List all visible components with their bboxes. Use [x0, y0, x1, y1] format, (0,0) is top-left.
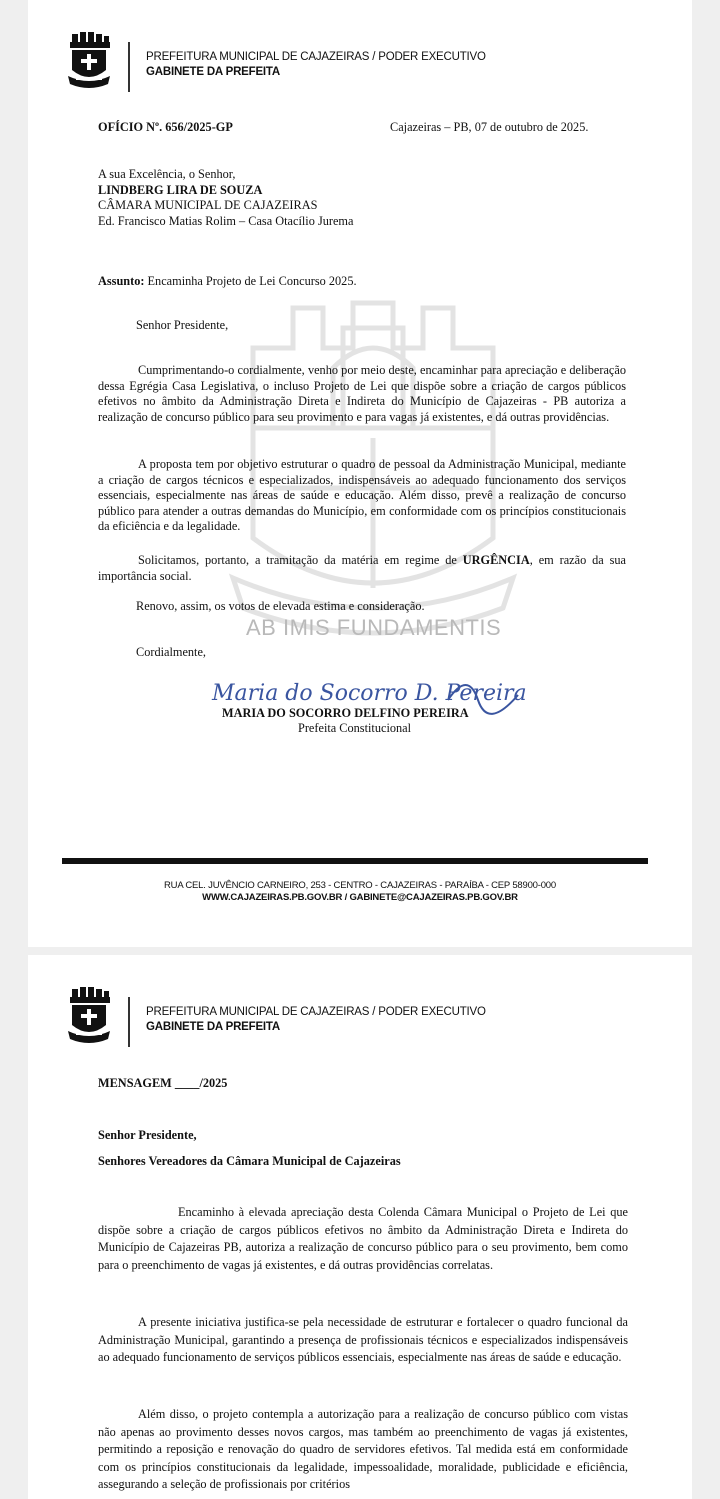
subject-label: Assunto:: [98, 274, 145, 288]
footer-rule: [62, 858, 648, 864]
subject-text: Encaminha Projeto de Lei Concurso 2025.: [147, 274, 357, 288]
recipient-salutation: A sua Excelência, o Senhor,: [98, 167, 236, 181]
watermark-motto: AB IMIS FUNDAMENTIS: [246, 615, 502, 640]
footer-web: WWW.CAJAZEIRAS.PB.GOV.BR / GABINETE@CAJAZEIRAS.PB.GOV.BR: [202, 892, 518, 903]
letterhead-line2: GABINETE DA PREFEITA: [146, 1021, 281, 1033]
document-page-mensagem: [28, 955, 692, 1499]
paragraph-1: Cumprimentando-o cordialmente, venho por meio deste, encaminhar para apreciação e deliberação dessa Egrégia Casa Legislativa, o incluso Projeto de Lei que dispõe sobre a criação de cargos públicos efetivos no âmbito da Administração Direta e Indireta do Município de Cajazeiras - PB autoriza a realização de concurso público para seu provimento e para vagas já existentes, e dá outras providências.: [98, 363, 626, 424]
urgency-text: URGÊNCIA: [462, 553, 530, 567]
document-page-oficio: [28, 0, 692, 947]
recipient-block: [98, 167, 353, 229]
municipal-coat-of-arms-icon: [66, 32, 112, 94]
paragraph-3: Além disso, o projeto contempla a autorização para a realização de concurso público com vistas não apenas ao provimento desses novos cargos, mas também ao preenchimento de vagas já existentes, permitindo a reposição e renovação do quadro de servidores efetivos. Tal medida está em conformidade com os princípios constitucionais da legalidade, impessoalidade, moralidade, publicidade e eficiência, assegurando a seleção de profissionais por critérios: [98, 1407, 628, 1492]
municipal-coat-of-arms-icon: [66, 987, 112, 1049]
signatory-title: Prefeita Constitucional: [298, 721, 412, 735]
place-date: Cajazeiras – PB, 07 de outubro de 2025.: [390, 120, 589, 134]
paragraph-2: A presente iniciativa justifica-se pela necessidade de estruturar e fortalecer o quadro funcional da Administração Municipal, garantindo a presença de profissionais técnicos e especializados indispensáveis ao adequado funcionamento de serviços públicos essenciais, especialmente nas áreas de saúde e educação.: [98, 1315, 628, 1365]
header-divider: [128, 997, 130, 1047]
recipient-institution: CÂMARA MUNICIPAL DE CAJAZEIRAS: [98, 198, 318, 213]
greeting-councilors: Senhores Vereadores da Câmara Municipal de Cajazeiras: [98, 1154, 401, 1168]
paragraph-2: A proposta tem por objetivo estruturar o quadro de pessoal da Administração Municipal, mediante a criação de cargos técnicos e especializados, indispensáveis ao adequado funcionamento dos serviços essenciais, especialmente nas áreas de saúde e educação. Além disso, prevê a realização de concurso público para atender a outras demandas do Município, em conformidade com os princípios constitucionais da eficiência e da legalidade.: [98, 457, 626, 534]
footer-address: RUA CEL. JUVÊNCIO CARNEIRO, 253 - CENTRO - CAJAZEIRAS - PARAÍBA - CEP 58900-000: [164, 880, 556, 891]
letterhead-line1: PREFEITURA MUNICIPAL DE CAJAZEIRAS / PODER EXECUTIVO: [146, 1006, 486, 1018]
letterhead-line2: GABINETE DA PREFEITA: [146, 66, 281, 78]
message-title: MENSAGEM ____/2025: [98, 1076, 228, 1090]
greeting: Senhor Presidente,: [136, 318, 229, 332]
subject-line: [98, 274, 357, 290]
signatory-name: MARIA DO SOCORRO DELFINO PEREIRA: [222, 706, 469, 720]
signature-script: Maria do Socorro D. Pereira: [212, 681, 527, 706]
paragraph-3-end: , em razão da sua importância social.: [98, 553, 626, 583]
recipient-address: Ed. Francisco Matias Rolim – Casa Otacílio Jurema: [98, 213, 354, 228]
paragraph-1: Encaminho à elevada apreciação desta Colenda Câmara Municipal o Projeto de Lei que dispõe sobre a criação de cargos públicos efetivos no âmbito da Administração Direta e Indireta do Município de Cajazeiras PB, autoriza a realização de concurso público para o seu provimento, bem como para o preenchimento de vagas já existentes, e dá outras providências correlatas.: [98, 1205, 628, 1272]
letterhead: [146, 1005, 486, 1035]
paragraph-3-text: Solicitamos, portanto, a tramitação da matéria em regime de: [138, 553, 463, 567]
letterhead-line1: PREFEITURA MUNICIPAL DE CAJAZEIRAS / PODER EXECUTIVO: [146, 51, 486, 63]
renew-text: Renovo, assim, os votos de elevada estima e consideração.: [136, 599, 425, 613]
letterhead: [146, 50, 486, 80]
oficio-number: OFÍCIO Nº. 656/2025-GP: [98, 120, 233, 134]
paragraph-3: [98, 553, 626, 584]
closing-text: Cordialmente,: [136, 645, 207, 659]
greeting-president: Senhor Presidente,: [98, 1128, 197, 1142]
header-divider: [128, 42, 130, 92]
recipient-name: LINDBERG LIRA DE SOUZA: [98, 182, 263, 197]
